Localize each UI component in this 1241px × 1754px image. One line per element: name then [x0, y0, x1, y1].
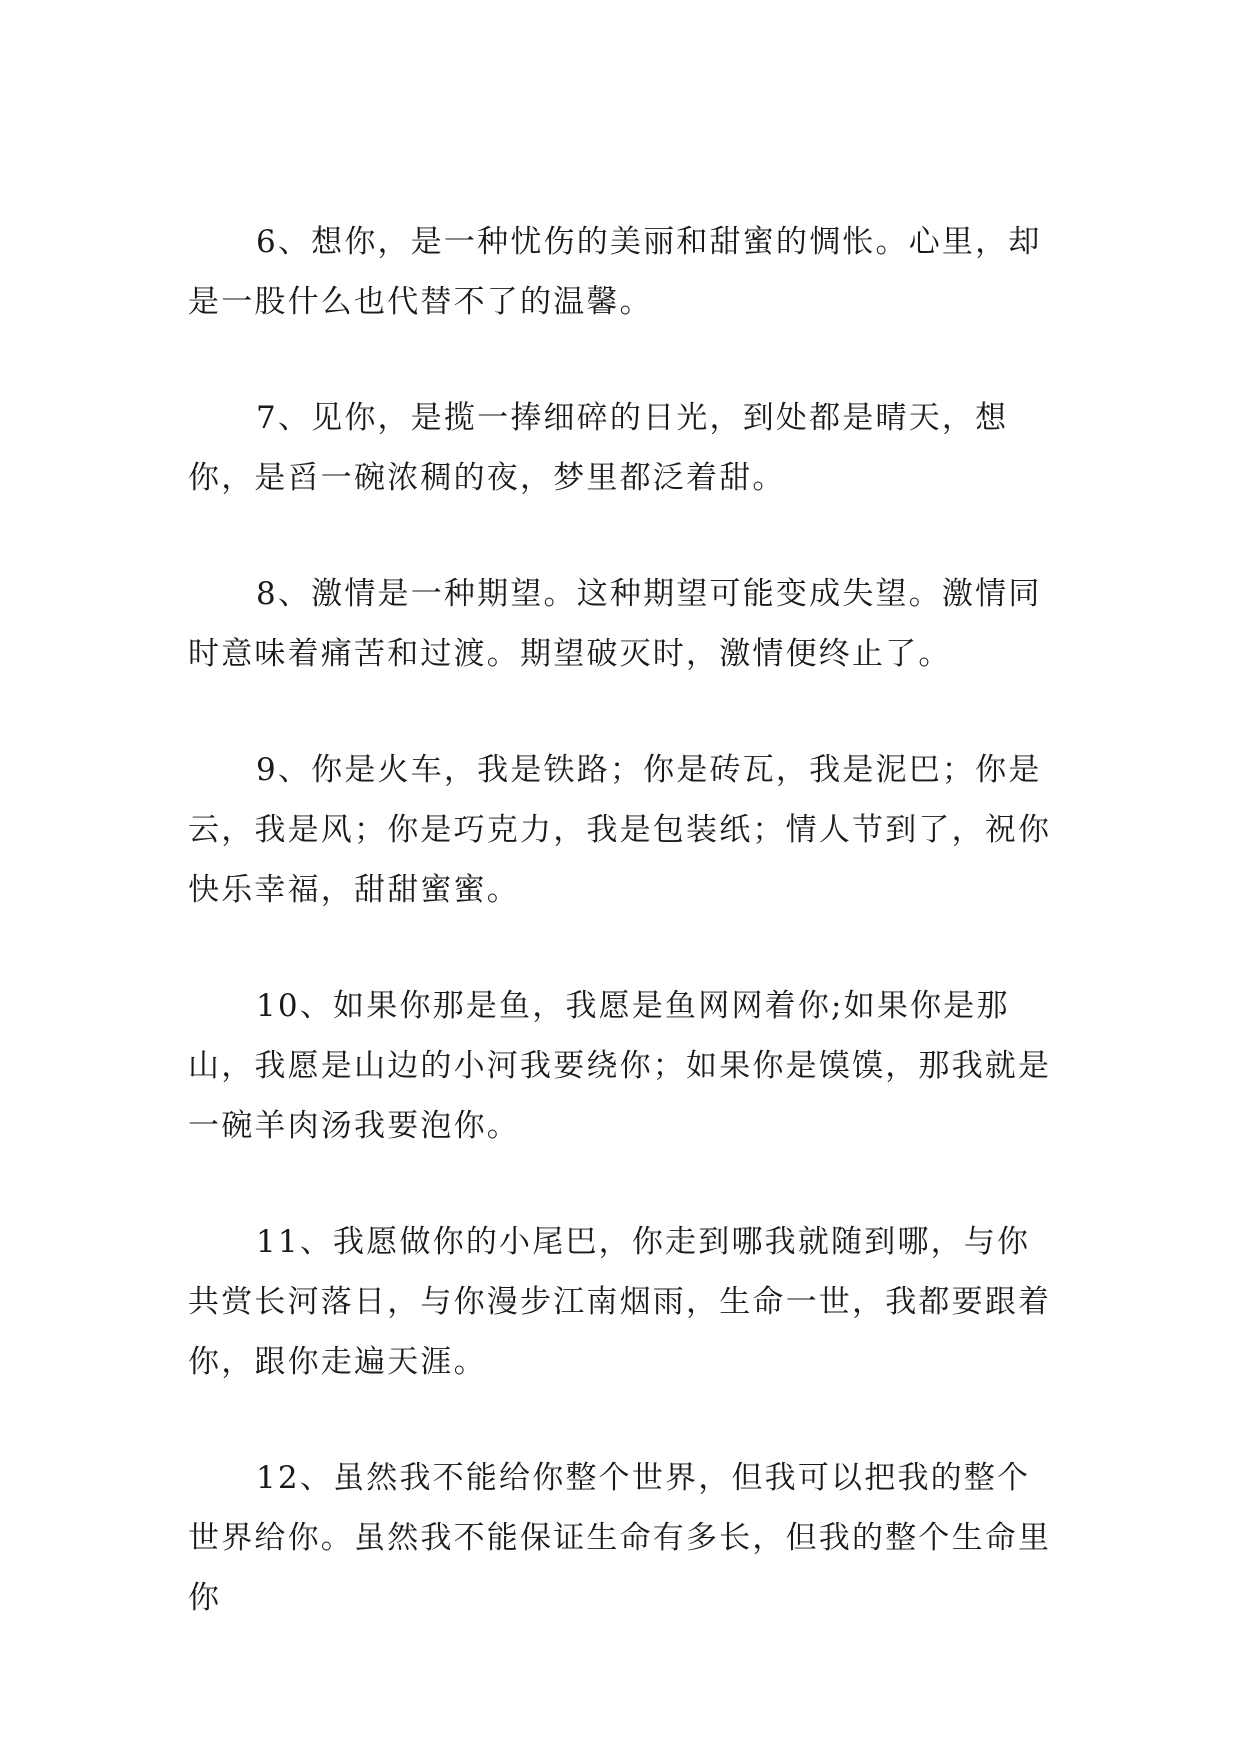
paragraph-10: 10、如果你那是鱼，我愿是鱼网网着你;如果你是那山，我愿是山边的小河我要绕你；如果你是馍馍，那我就是一碗羊肉汤我要泡你。 — [188, 988, 1052, 1144]
paragraph-9: 9、你是火车，我是铁路；你是砖瓦，我是泥巴；你是云，我是风；你是巧克力，我是包装纸；情人节到了，祝你快乐幸福，甜甜蜜蜜。 — [188, 752, 1052, 908]
paragraph-12: 12、虽然我不能给你整个世界，但我可以把我的整个世界给你。虽然我不能保证生命有多长，但我的整个生命里你 — [188, 1460, 1052, 1616]
paragraph-6: 6、想你，是一种忧伤的美丽和甜蜜的惆怅。心里，却是一股什么也代替不了的温馨。 — [188, 224, 1042, 320]
paragraph-7: 7、见你，是揽一捧细碎的日光，到处都是晴天，想你，是舀一碗浓稠的夜，梦里都泛着甜。 — [188, 400, 1009, 496]
document-body — [188, 212, 1056, 1684]
paragraph-11: 11、我愿做你的小尾巴，你走到哪我就随到哪，与你共赏长河落日，与你漫步江南烟雨，生命一世，我都要跟着你，跟你走遍天涯。 — [188, 1224, 1052, 1380]
paragraph-8: 8、激情是一种期望。这种期望可能变成失望。激情同时意味着痛苦和过渡。期望破灭时，激情便终止了。 — [188, 576, 1042, 672]
